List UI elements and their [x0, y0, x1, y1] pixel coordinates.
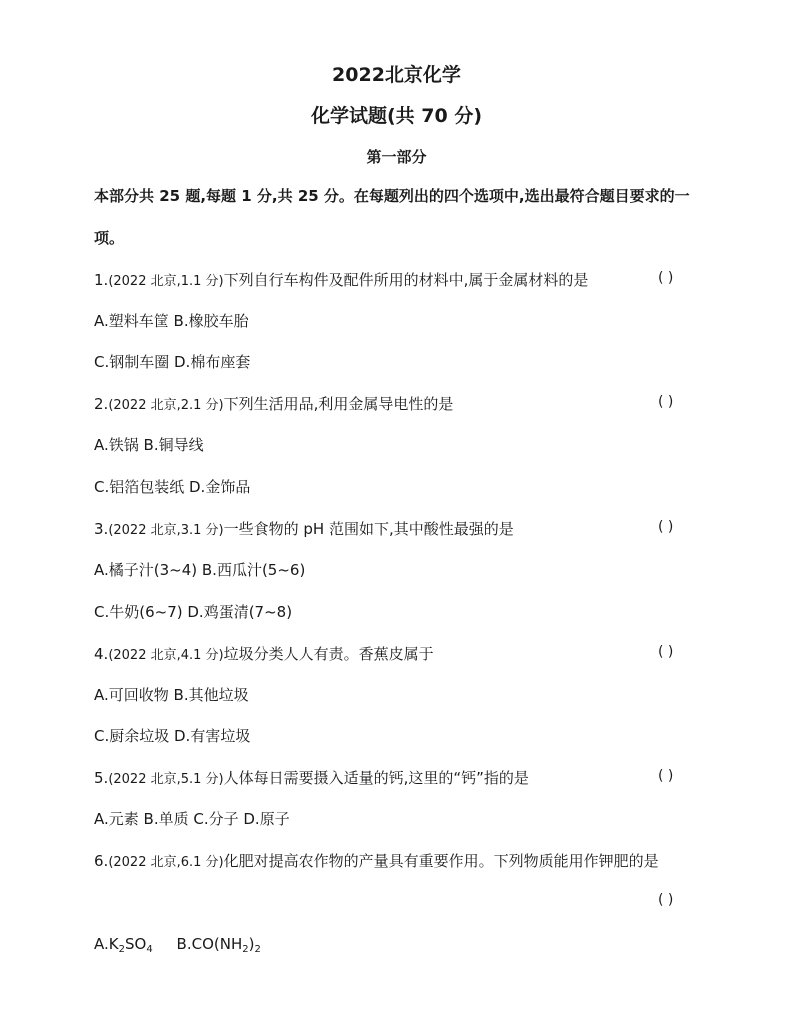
question-number: 6.	[94, 852, 109, 870]
question-4-options-1: A.可回收物 B.其他垃圾	[94, 686, 249, 704]
question-6-options	[94, 934, 261, 954]
question-stem: 下列生活用品,利用金属导电性的是	[223, 395, 454, 413]
question-stem: 下列自行车构件及配件所用的材料中,属于金属材料的是	[223, 271, 589, 289]
exam-title: 2022北京化学	[332, 64, 461, 86]
question-4-options-2: C.厨余垃圾 D.有害垃圾	[94, 727, 251, 745]
question-stem: 人体每日需要摄入适量的钙,这里的“钙”指的是	[223, 769, 529, 787]
question-5	[94, 768, 529, 790]
question-source: (2022 北京,2.1 分)	[108, 398, 224, 413]
question-1-options-2: C.钢制车圈 D.棉布座套	[94, 353, 251, 371]
question-number: 3.	[94, 520, 109, 538]
option-b: $B.CO(NH_2)_2$	[176, 935, 261, 955]
question-4	[94, 644, 434, 666]
question-source: (2022 北京,6.1 分)	[108, 855, 224, 870]
answer-blank-1: ( )	[658, 270, 674, 286]
answer-blank-5: ( )	[658, 768, 674, 784]
answer-blank-6: ( )	[658, 892, 674, 908]
question-1	[94, 270, 588, 292]
question-number: 2.	[94, 395, 109, 413]
question-source: (2022 北京,4.1 分)	[108, 648, 224, 663]
question-3-options-1: A.橘子汁(3~4) B.西瓜汁(5~6)	[94, 561, 306, 579]
exam-subtitle: 化学试题(共 70 分)	[310, 105, 483, 127]
answer-blank-3: ( )	[658, 519, 674, 535]
question-6	[94, 851, 659, 873]
answer-blank-2: ( )	[658, 394, 674, 410]
question-stem: 化肥对提高农作物的产量具有重要作用。下列物质能用作钾肥的是	[223, 852, 659, 870]
intro-line-2: 项。	[94, 229, 125, 247]
question-source: (2022 北京,3.1 分)	[108, 523, 224, 538]
question-3	[94, 519, 514, 541]
question-1-options-1: A.塑料车筐 B.橡胶车胎	[94, 312, 249, 330]
intro-line-1: 本部分共 25 题,每题 1 分,共 25 分。在每题列出的四个选项中,选出最符合题目要求的一	[94, 187, 690, 205]
question-source: (2022 北京,1.1 分)	[108, 274, 224, 289]
question-2	[94, 394, 453, 416]
question-stem: 一些食物的 pH 范围如下,其中酸性最强的是	[223, 520, 514, 538]
answer-blank-4: ( )	[658, 644, 674, 660]
question-source: (2022 北京,5.1 分)	[108, 772, 224, 787]
question-number: 4.	[94, 645, 109, 663]
option-a: $A.K_2SO_4$	[94, 935, 153, 955]
question-stem: 垃圾分类人人有责。香蕉皮属于	[223, 645, 434, 663]
question-3-options-2: C.牛奶(6~7) D.鸡蛋清(7~8)	[94, 603, 293, 621]
question-number: 5.	[94, 769, 109, 787]
question-5-options-1: A.元素 B.单质 C.分子 D.原子	[94, 810, 290, 828]
question-2-options-2: C.铝箔包装纸 D.金饰品	[94, 478, 251, 496]
section-heading: 第一部分	[366, 148, 427, 166]
question-2-options-1: A.铁锅 B.铜导线	[94, 436, 204, 454]
question-number: 1.	[94, 271, 109, 289]
